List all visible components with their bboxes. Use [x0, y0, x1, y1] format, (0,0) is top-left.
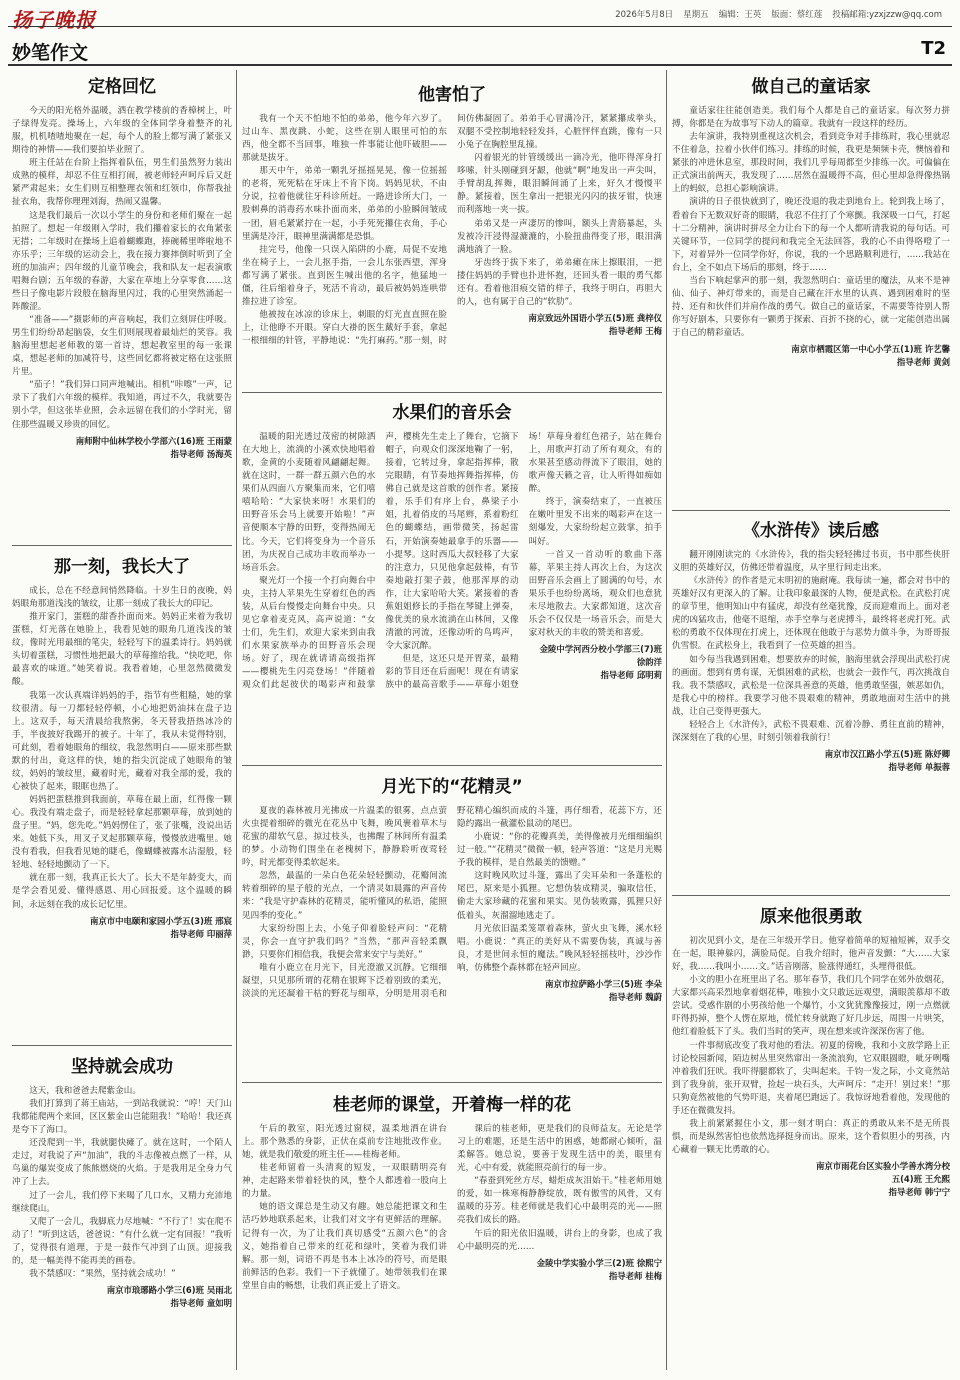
- article: [672, 72, 950, 504]
- article-title: 原来他很勇敢: [760, 907, 862, 927]
- article-byline: [12, 435, 232, 461]
- article-byline: [457, 1257, 662, 1283]
- byline-line: 金陵中学实验小学三(2)班 徐熙宁: [536, 1257, 662, 1268]
- byline-line: 指导老师 桂梅: [608, 1270, 662, 1281]
- article-byline: [672, 748, 950, 774]
- article-title: 《水浒传》读后感: [743, 521, 879, 541]
- article-paragraph: 我们打算到了蒋王庙站，一到站我就说：“哼！天门山我都能爬两个来回，区区紫金山岂能阻我！”哈哈！我还真是夸下了海口。: [12, 1099, 232, 1136]
- article: [12, 552, 232, 1040]
- article-paragraph: 《水浒传》的作者是元末明初的施耐庵。我每读一遍，都会对书中的英雄好汉有更深入的了解。让我印象最深的人物，便是武松。在武松打虎的章节里，他明知山中有猛虎，却没有丝毫犹豫，反而迎难而上。面对老虎的凶猛攻击，他毫不退缩，赤手空拳与老虎搏斗，最终将老虎打死。武松的勇敢不仅体现在打虎上，还体现在他敢于与恶势力做斗争，为哥哥报仇雪恨。在武松身上，我看到了一位英雄的担当。: [672, 576, 950, 652]
- article-body: [672, 935, 950, 1199]
- article-paragraph: 牙齿终于拔下来了，弟弟瘫在床上擦眼泪，一把搂住妈妈的手臂也扑进怀抱，还回头看一眼的勇气都还有。看着他泪痕交错的样子，我终于明白，再胆大的人，也有属于自己的“软肋”。: [457, 257, 662, 307]
- masthead: [8, 0, 952, 36]
- byline-line: 南京市中电颐和家园小学五(3)班 邢宸: [89, 915, 232, 926]
- byline-line: 指导老师 汤海英: [170, 448, 232, 459]
- article: [242, 1090, 662, 1374]
- article-byline: [457, 312, 662, 338]
- article-title: 水果们的音乐会: [392, 403, 512, 423]
- article-paragraph: 翻开刚刚读完的《水浒传》，我的指尖轻轻拂过书页，书中那些侠肝义胆的英雄好汉，仿佛还带着温度，从字里行间走出来。: [672, 550, 950, 574]
- byline-line: 指导老师 魏蔚: [608, 991, 662, 1002]
- article-paragraph: 我第一次认真端详妈妈的手，指节有些粗糙，她的掌纹很清。每一刀都轻轻停顿，小心地把奶油抹在盘子边上。这双手，每天清晨给我熬粥，冬天替我捂热冰冷的手，半夜披好我踢开的被子。十年了，我从未觉得特别，可此刻，看着她眼角的细纹，我忽然明白——原来那些默默的付出，竟这样的快，她的指尖沉淀成了她眼角的皱纹，妈妈的皱纹里，藏着时光，藏着对我全部的爱，我的心被快了起来，眼眶也热了。: [12, 690, 232, 792]
- article-paragraph: 轻轻合上《水浒传》，武松不畏艰难、沉着冷静、勇往直前的精神，深深刻在了我的心里，时刻引领着我前行！: [672, 719, 950, 743]
- byline-line: 五(4)班 王允熙: [891, 1174, 950, 1185]
- article-divider: [672, 510, 950, 511]
- article-byline: [12, 915, 232, 941]
- article-body: [12, 1085, 232, 1310]
- article-byline: [672, 1160, 950, 1199]
- article-paragraph: 初次见到小文，是在三年级开学日。他穿着简单的短袖短裤，双手交在一起，眼神躲闪，满脸局促。自我介绍时，他声音发颤：“大……大家好，我……我叫小……文。”话音刚落，脸涨得通红，头埋得很低。: [672, 936, 950, 973]
- article-paragraph: 一件事彻底改变了我对他的看法。初夏的傍晚，我和小文放学路上正讨论校园新闻，陌边树丛里突然窜出一条流浪狗，它双眼圆瞪，呲牙咧嘴冲着我们狂吠。我吓得腿都软了，尖叫起来。千钧一发之际，小文竟然站到了我身前，张开双臂，捡起一块石头，大声呵斥：“走开！别过来！”那只狗竟然被他的气势吓退，夹着尾巴跑远了。我惊讶地看着他，发现他的手还在微微发抖。: [672, 1040, 950, 1116]
- article-paragraph: 这时晚风吹过斗篷，露出了尖耳朵和一条蓬松的尾巴，原来是小狐狸。它想伪装成精灵，骗取信任，偷走大家珍藏的花蜜和果实。见伪装败露，狐狸只好低着头，灰溜溜地逃走了。: [457, 871, 662, 921]
- article-paragraph: 这天，我和爸爸去爬紫金山。: [29, 1086, 141, 1096]
- article-paragraph: 终于，演奏结束了，一直被压在嫩叶里发不出来的喝彩声在这一刻爆发，大家纷纷起立鼓掌，拍手叫好。: [528, 497, 662, 547]
- article-body: [242, 431, 662, 692]
- article-paragraph: 这是我们最后一次以小学生的身份和老师们聚在一起拍照了。想起一年级刚入学时，我们攥着家长的衣角紧张无措；二年级时在操场上追着蝴蝶跑，捧碗稀里哗啦地不亦乐乎；三年级的运动会上，我在接力赛摔倒时听到了全班的加油声；四年级的儿童节晚会，我和队友一起表演歌唱舞台剧；五年级的春游，大家在草地上分享零食……这些日子像电影片段般在脑海里闪过，我的心里突然涌起一阵酸涩。: [12, 210, 232, 312]
- article-paragraph: 一首又一首动听的歌曲下落幕，苹果主持人再次上台，为这次田野音乐会画上了圆满的句号，水果乐手也纷纷离场，观众们也意犹未尽地散去。大家都知道，这次音乐会不仅仅是一场音乐会，而是大家对秋天的丰收的赞美和喜爱。: [528, 549, 662, 638]
- byline-line: 南京市拉萨路小学三(5)班 李朵: [545, 978, 662, 989]
- submission-email: 投稿邮箱:yzxjzzw@qq.com: [832, 10, 942, 20]
- newspaper-logo: 扬子晚报: [12, 8, 96, 32]
- column-divider: [236, 70, 237, 1370]
- article-body: [12, 585, 232, 941]
- column-divider: [666, 70, 667, 1370]
- article-title: 那一刻，我长大了: [54, 557, 190, 577]
- article-paragraph: 推开家门，蛋糕的甜香扑面而来。妈妈正来着为我切蛋糕，灯光落在她脸上，我看见她的眼角几道浅浅的皱纹，像时光用最细的笔尖，轻轻写下的温柔诗行。妈妈就头切着蛋糕，习惯性地把最大的草莓推给我。“快吃吧，你最喜欢的味道。”她笑着说。我看着她，心里忽然微微发酸。: [12, 612, 232, 688]
- article-paragraph: 小文的胆小在班里出了名。那年春节，我们几个同学在郊外放烟花，大家都兴高采烈地拿着烟花棒，唯独小文只敢远远观望，满眼羡慕却不敢尝试。受惑作剧的小男孩给他一个爆竹，小文犹犹豫豫接过，刚一点燃就吓得扔掉，整个人愣在原地，慌忙转身就跑了好几步远，周围一片哄笑，他红着脸低下了头。我们当时的笑声，现在想来或许深深伤害了他。: [672, 975, 950, 1038]
- article-paragraph: 大家纷纷围上去，小兔子仰着脸轻声问：“花精灵，你会一直守护我们吗？”当然，“那声音轻柔飘渺，只要你们相信我，我便会常来安宁与美好。”: [242, 923, 447, 960]
- byline-line: 指导老师 王梅: [608, 325, 662, 336]
- article-paragraph: 我上前紧紧握住小文，那一刻才明白：真正的勇敢从来不是无所畏惧，而是纵然害怕也依然选择挺身而出。原来，这个看似胆小的男孩，内心藏着一颗无比勇敢的心。: [672, 1118, 950, 1155]
- article-paragraph: 成长，总在不经意间悄然降临。十岁生日的夜晚，妈妈眼角那道浅浅的皱纹，让那一刻成了我长大的印记。: [12, 586, 232, 610]
- article-title: 桂老师的课堂，开着梅一样的花: [333, 1095, 571, 1115]
- article-title: 他害怕了: [418, 85, 486, 105]
- article-title: 做自己的童话家: [751, 77, 871, 97]
- editor-credit: 编辑：王英: [718, 10, 762, 20]
- article-title: 坚持就会成功: [71, 1057, 173, 1077]
- article-paragraph: 去年演讲，我特别重视这次机会，看到竞争对手排练时，我心里就忍不住着急，拉着小伙伴们练习。排练的时候，我更是频频卡壳，懊恼着和紧张的冲进休息室，那段时间，我们几乎每周都至少排练一次。可偏偏在正式演出前两天，我发现了……居然在温暖得不高，但心里却急得像热锅上的蚂蚁，总担心影响演讲。: [672, 132, 950, 195]
- issue-date: 2026年5月8日: [615, 10, 674, 20]
- article-paragraph: 午后的阳光依旧温暖，讲台上的身影，也成了我心中最明亮的光……: [457, 1228, 662, 1252]
- masthead-rule: [8, 26, 952, 27]
- article-divider: [12, 545, 232, 546]
- article-paragraph: “准备——”摄影师的声音响起，我们立刻屏住呼吸。男生们纷纷昂起脑袋，女生们则展现着最灿烂的笑容。我脑海里想起老师教的第一首诗，想起教室里的每一张课桌，想起老师的加减符号，这些回忆都将被定格在这张照片里。: [12, 315, 232, 378]
- byline-line: 南京市栖霞区第一中心小学五(1)班 许艺馨: [791, 344, 950, 355]
- article-divider: [242, 765, 662, 766]
- article-paragraph: 如今每当我遇到困难，想要放弃的时候，脑海里就会浮现出武松打虎的画面。想到有勇有谋，无惧困难的武松，也就会一鼓作气，再次挑战自我。我不禁感叹，武松是一位深具善意的英雄，他勇敢坚强，嫉恶如仇，是我心中的榜样。我要学习他不畏艰难的精神，勇敢地面对生活中的挑战，让自己变得更强大。: [672, 654, 950, 717]
- byline-line: 指导老师 童如明: [170, 1297, 232, 1308]
- byline-line: 指导老师 黄剑: [896, 357, 950, 368]
- byline-line: 南京市汉江路小学五(5)班 陈妤卿: [824, 748, 950, 759]
- article-paragraph: 小鹿说：“你的花瓣真美，美得像被月光细细编织过一般。”“花精灵”微微一顿，轻声答道：“这是月光赐予我的模样，是自然最美的馈赠。”: [457, 832, 662, 869]
- article-paragraph: 弟弟又是一声凄厉的惨叫，额头上青筋暴起，头发被冷汗浸得湿漉漉的，小脸扭曲得变了形，眼泪满满地淌了一脸。: [457, 218, 662, 255]
- article-title: 定格回忆: [88, 77, 156, 97]
- article-paragraph: 挂完号，他像一只误入陷阱的小鹿，局促不安地坐在椅子上，一会儿抠手指，一会儿东张西望，浑身都写满了紧张。直到医生喊出他的名字，他猛地一僵，往后缩着身子，死活不肯动，最后被妈妈连哄带推拉进了诊室。: [242, 244, 447, 307]
- article-byline: [672, 343, 950, 369]
- byline-line: 南师附中仙林学校小学部六(16)班 王雨蒙: [75, 435, 232, 446]
- issue-meta: [615, 8, 942, 20]
- article-paragraph: 他被按在冰凉的诊床上，刺眼的灯光直直照在脸上，让他睁不开眼。穿白大褂的医生戴好手套，拿起一根细细的针管，平静地说：“先打麻药。”那一刻，时间仿佛凝固了。弟弟手心冒满冷汗，紧紧攥成拳头，双腿不受控制地轻轻发抖，心脏怦怦直跳，像有一只小兔子在胸腔里乱撞。: [242, 114, 662, 347]
- article-paragraph: 但是，这还只是开胃菜，最精彩的节目还在后面呢！现在有请家族中的最高音歌手——草莓小姐登场！草莓身着红色裙子，站在舞台上，用歌声打动了所有观众，有的水果甚至感动得流下了眼泪，她的歌声像天籁之音，让人听得如痴如醉。: [385, 432, 662, 691]
- byline-line: 指导老师 邱明莉: [600, 670, 662, 681]
- byline-line: 南京市琅琊路小学三(6)班 吴雨北: [106, 1284, 232, 1295]
- article: [672, 902, 950, 1374]
- article-paragraph: 我有一个天不怕地不怕的弟弟，他今年六岁了。过山车、黑夜跳、小蛇，这些在别人眼里可怕的东西，他全都不当回事，唯独一件事能让他吓破胆——那就是拔牙。: [242, 114, 447, 164]
- article-paragraph: 温暖的阳光透过茂密的树隙洒在大地上，流淌的小溪欢快地唱着歌，金黄的小麦随着风翩翩起舞。就在这时，一群一群五颜六色的水果们从四面八方聚集而来，它们嘻嘻哈哈：“大家快来呀！水果们的田野音乐会马上就要开始啦！”声音便顺本宁静的田野，变得热闹无比。今天，它们将变身为一个音乐团，为庆祝自己成功丰收而举办一场音乐会。: [242, 432, 376, 573]
- article-paragraph: 就在那一刻，我真正长大了。长大不是年龄变大，而是学会看见爱、懂得感恩、用心回报爱。这个温暖的瞬间，永远刻在我的成长记忆里。: [12, 873, 232, 910]
- article-paragraph: 过了一会儿，我们停下来喝了几口水，又精力充沛地继续爬山。: [12, 1190, 232, 1214]
- article: [12, 72, 232, 540]
- article-paragraph: 班主任站在台阶上指挥着队伍，男生们虽然努力装出成熟的模样，却忍不住互相打闹，被老师轻声呵斥后又赶紧严肃起来；女生们则互相整理衣领和红领巾，你帮我扯扯衣角，我帮你理理刘海，热闹又温馨。: [12, 158, 232, 208]
- article-paragraph: 午后的教室，阳光透过窗棂，温柔地洒在讲台上。那个熟悉的身影，正伏在桌前专注地批改作业。她，就是我们敬爱的班主任——桂梅老师。: [242, 1124, 447, 1161]
- article-divider: [242, 1082, 662, 1083]
- article-paragraph: 童话家往往能创造美。我们每个人都是自己的童话家。每次努力拼搏，你都是在为故事写下动人的篇章。我就有一段这样的经历。: [672, 106, 950, 130]
- article-paragraph: 月光依旧温柔笼罩着森林，萤火虫飞舞，溪水轻唱。小鹿说：“真正的美好从不需要伪装，真诚与善良，才是世间永恒的魔法。”晚风轻轻摇枝叶，沙沙作响，仿佛整个森林都在轻声回应。: [457, 923, 662, 973]
- article-divider: [242, 392, 662, 393]
- article-paragraph: 夏夜的森林被月光拂成一片温柔的银雾，点点萤火虫提着细碎的微光在花丛中飞舞，晚风裹着草木与花蜜的甜软气息，掠过枝头，也拂醒了林间所有温柔的梦。小动物们围坐在老槐树下，静静聆听夜莺轻吟，时光都变得柔软起来。: [242, 806, 447, 869]
- article-body: [672, 105, 950, 369]
- page-code: T2: [921, 38, 946, 59]
- byline-line: 南京致远外国语小学五(5)班 龚梓仪: [528, 312, 662, 323]
- issue-weekday: 星期五: [683, 10, 709, 20]
- article-body: [672, 549, 950, 774]
- byline-line: 指导老师 单振蓉: [888, 761, 950, 772]
- article-divider: [672, 895, 950, 896]
- article-body: [242, 805, 662, 1004]
- byline-line: 南京市雨花台区实验小学善水湾分校: [816, 1161, 950, 1172]
- article-paragraph: 演讲的日子很快就到了，晚还没退的我走到地台上。轮到我上场了，看着台下无数双好奇的眼睛，我忍不住打了个寒颤。我深吸一口气，打起十二分精神，演讲时拼尽全力让台下的每一个人都听清我说的每句话。可关键环节，一位同学的提问和我完全无法回答，我的心不由得咯噔了一下，对着异外一位同学你好，你说，我的一个思路顺利进行，……我站在台上，全不如点下场后的那刻，终于……: [672, 197, 950, 273]
- byline-line: 指导老师 韩宁宁: [888, 1187, 950, 1198]
- article-paragraph: “春蚕到死丝方尽，蜡炬成灰泪始干。”桂老师用她的爱，如一株寒梅静静绽放，既有傲雪的风骨，又有温暖的芬芳。桂老师就是我们心中最明亮的光——照亮我们成长的路。: [457, 1176, 662, 1226]
- article-paragraph: 又爬了一会儿，我脚底力尽地喊：“不行了！实在爬不动了！”听到这话，爸爸说：“有什么就一定有回报！”我听了，觉得很有道理，于是一鼓作气冲到了山顶。迎接我的，是一幅美得不能再美的画卷。: [12, 1216, 232, 1266]
- article-byline: [457, 978, 662, 1004]
- article-paragraph: “茄子！”我们异口同声地喊出。相机“咔嚓”一声，记录下了我们六年级的模样。我知道，再过不久，我就要告别小学，但这张毕业照，会永远留在我们的小学时光，留住那些温暖又珍贵的回忆。: [12, 380, 232, 430]
- article-body: [12, 105, 232, 461]
- article-paragraph: 忽然，最温的一朵白色花朵轻轻颤动，花瓣间流转着细碎的星子般的光点，一个清灵如晨露的声音传来：“我是守护森林的花精灵，能听懂风的私语，能照见四季的变化。”: [242, 871, 447, 921]
- article-paragraph: 唯有小鹿立在月光下，目光澄澈又沉静。它细细凝望，只见那所谓的花精在银辉下泛着别致的柔光，淡淡的光还凝着干枯的野花与细草，分明是用羽毛和野花精心编织而成的斗篷，再仔细看，花蕊下方，还隐约露出一截灌松鼠动的尾巴。: [242, 806, 662, 999]
- article-byline: [529, 643, 662, 682]
- article-paragraph: 今天的阳光格外温暖，洒在教学楼前的香樟树上，叶子绿得发亮。操场上，六年级的全体同学身着整齐的礼服，机机喳喳地聚在一起，每个人的脸上都写满了紧张又期待的神情——我们要拍毕业照了。: [12, 106, 232, 156]
- article-paragraph: 我不禁感叹：“果然，坚持就会成功！”: [29, 1268, 176, 1279]
- byline-line: 指导老师 印丽萍: [170, 928, 232, 939]
- article-divider: [12, 1045, 232, 1046]
- article-body: [242, 113, 662, 348]
- article: [242, 80, 662, 386]
- article-paragraph: 闪着银光的针管缓缓出一滴冷光，他吓得浑身打哆嗦，针头刚碰到牙龈，他就“啊”地发出一声尖叫，手臂胡乱挥舞，眼泪瞬间涌了上来，好久才慢慢平静。紧接着，医生拿出一把银光闪闪的拔牙钳，快速而利落地一夹一拔。: [457, 153, 662, 216]
- byline-line: 金陵中学河西分校小学部三(7)班 徐韵洋: [539, 644, 662, 668]
- article: [242, 398, 662, 760]
- article-paragraph: 还没爬到一半，我就腿快瘫了。就在这时，一个陌人走过，对我说了声“加油”，我的斗志像被点燃了一样，从鸟巢的爆炭变成了熊熊燃烧的火焰。于是我用足全身力气冲了上去。: [12, 1138, 232, 1188]
- article-paragraph: 妈妈把蛋糕推到我面前，草莓在最上面，红得像一颗心。我没有端走盘子，而是轻轻拿起那颗草莓，放到她的盘子里。“妈，您先吃。”妈妈愣住了，张了张嘴，没说出话来。她低下头，用叉子叉起那颗草莓，慢慢放进嘴里。她没有看我，但我看见她的睫毛，像蝴蝶被露水沾湿般，轻轻地、轻轻地颤动了一下。: [12, 795, 232, 871]
- article-byline: [12, 1284, 232, 1310]
- article-paragraph: 当台下响起掌声的那一刻，我忽然明白：童话里的魔法，从来不是神仙、仙子、神灯带来的，而是自己藏在汗水里的认真、遇到困难时的坚持、还有和伙伴们并肩作战的勇气。做自己的童话家，不需要等待别人帮你写好剧本，只要你有一颗勇于探索、百折不挠的心，就一定能创造出属于自己的精彩童话。: [672, 275, 950, 339]
- article: [672, 516, 950, 890]
- article-title: 月光下的“花精灵”: [381, 777, 523, 797]
- article-paragraph: 聚光灯一个接一个打向舞台中央，主持人苹果先生穿着红色的西装，从后台慢慢走向舞台中央。只见它拿着麦克风，高声说道：“女士们，先生们，欢迎大家来到由我们水果家族举办的田野音乐会现场。好了，现在就请请高级指挥——樱桃先生闪亮登场！”伴随着观众们此起彼伏的喝彩声和鼓掌声，樱桃先生走上了舞台，它摘下帽子，向观众们深深地鞠了一躬，接着，它转过身，拿起指挥棒，散完眼睛，有节奏地挥舞指挥棒，仿佛自己就是这首歌的创作者。紧接着，乐手们有序上台，鼻梁子小姐，扎着俏皮的马尾辫，系着粉红色的蝴蝶结，画带微笑，扬起雷石，开始演奏她最拿手的乐器——小提琴。这时西瓜大叔轻移了大家的注意力，只见他拿起鼓棒，有节奏地敲打架子鼓，他那浑厚的动作，让大家哈哈大笑。紧接着的香蕉姐姐修长的手指在琴键上弹奏，像优美的泉水流淌在山林间，又像清澈的河流，还像动听的鸟鸣声，令大家沉醉。: [242, 432, 519, 691]
- article-paragraph: 那天中午，弟弟一颗乳牙摇摇晃晃，像一位摇摇的老将，死死粘在牙床上不肯下岗。妈妈见状，不由分说，拉着他就往牙科诊所赶。一路进诊所大门，一股刺鼻的消毒药水味扑面而来，弟弟的小脸瞬间皱成一团，眉毛紧紧拧在一起，小手死死攥住衣角，手心里满是冷汗，眼神里满满都是恐惧。: [242, 166, 447, 242]
- article-paragraph: 课后的桂老师，更是我们的良师益友。无论是学习上的难题，还是生活中的困惑，她都耐心倾听，温柔解答。她总说，要善于发现生活中的美，眼里有光，心中有爱，就能照亮前行的每一步。: [457, 1124, 662, 1174]
- section-rule: [8, 64, 952, 66]
- section-title: 妙笔作文: [12, 42, 89, 64]
- article-paragraph: 桂老师留着一头清爽的短发，一双眼睛明亮有神，走起路来带着轻快的风，整个人都透着一股向上的力量。: [242, 1163, 447, 1200]
- article-paragraph: 她的语文课总是生动又有趣。她总能把课文和生活巧妙地联系起来，让我们对文字有更鲜活的理解。记得有一次，为了让我们真切感受“五颜六色”的含义，她指着自己带来的红花和绿叶，笑着为我们讲解。那一刻，词语不再是书本上冰冷的符号，而是眼前鲜活的色彩。我们一下子就懂了。她带领我们在课堂里自由的畅想，让我们真正爱上了语文。: [242, 1202, 447, 1291]
- layout-credit: 版面：蔡红莲: [771, 10, 823, 20]
- article-body: [242, 1123, 662, 1293]
- article: [242, 772, 662, 1076]
- article: [12, 1052, 232, 1374]
